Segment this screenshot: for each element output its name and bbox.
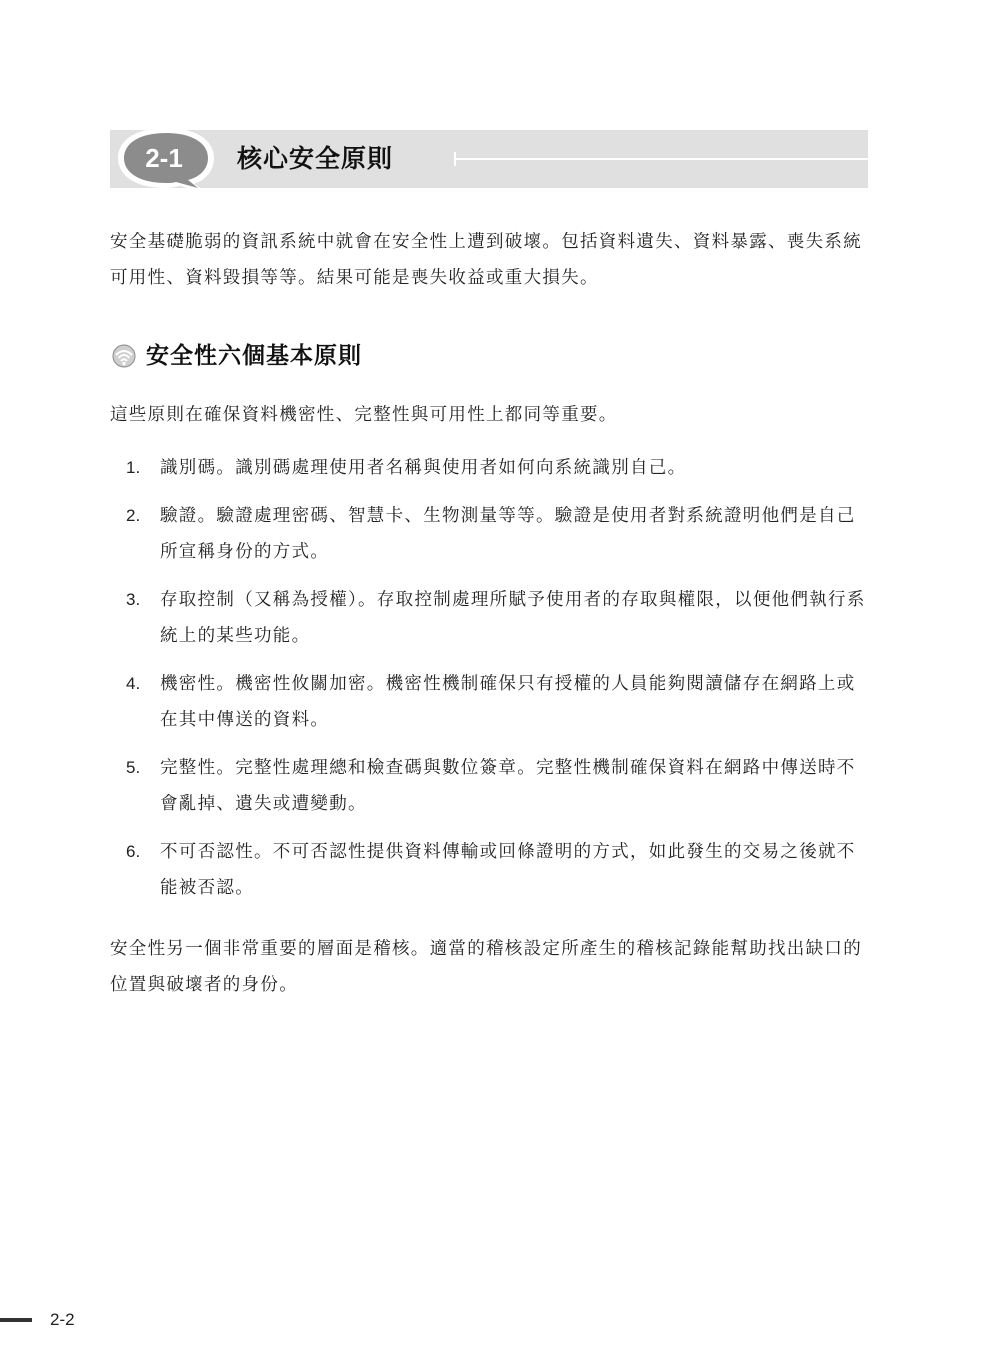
list-item — [110, 750, 872, 822]
list-item-number: 3. — [126, 590, 141, 609]
list-item — [110, 834, 872, 906]
intro-paragraph: 安全基礎脆弱的資訊系統中就會在安全性上遭到破壞。包括資料遺失、資料暴露、喪失系統可用性、資料毀損等等。結果可能是喪失收益或重大損失。 — [110, 232, 862, 288]
page-number: 2-2 — [50, 1310, 75, 1329]
list-item-number: 2. — [126, 506, 141, 525]
list-item-number: 1. — [126, 458, 141, 477]
list-item-text: 完整性。完整性處理總和檢查碼與數位簽章。完整性機制確保資料在網路中傳送時不會亂掉、遺失或遭變動。 — [160, 758, 856, 814]
section-number: 2-1 — [145, 143, 183, 173]
list-item — [110, 450, 872, 486]
list-item-text: 識別碼。識別碼處理使用者名稱與使用者如何向系統識別自己。 — [160, 458, 687, 478]
list-item-text: 驗證。驗證處理密碼、智慧卡、生物測量等等。驗證是使用者對系統證明他們是自己所宣稱身份的方式。 — [160, 506, 856, 562]
list-item — [110, 666, 872, 738]
section-title: 核心安全原則 — [237, 144, 394, 173]
closing-paragraph: 安全性另一個非常重要的層面是稽核。適當的稽核設定所產生的稽核記錄能幫助找出缺口的位置與破壞者的身份。 — [110, 939, 862, 995]
wifi-signal-icon — [112, 344, 136, 368]
footer-rule — [0, 1318, 32, 1322]
lead-paragraph: 這些原則在確保資料機密性、完整性與可用性上都同等重要。 — [110, 405, 618, 425]
list-item-text: 不可否認性。不可否認性提供資料傳輸或回條證明的方式，如此發生的交易之後就不能被否認。 — [160, 842, 856, 898]
list-item-text: 存取控制（又稱為授權）。存取控制處理所賦予使用者的存取與權限，以便他們執行系統上的某些功能。 — [160, 590, 866, 646]
section-header — [110, 130, 868, 188]
list-item-number: 4. — [126, 674, 141, 693]
title-rule — [456, 158, 868, 160]
list-item-text: 機密性。機密性攸關加密。機密性機制確保只有授權的人員能夠閱讀儲存在網路上或在其中傳送的資料。 — [160, 674, 856, 730]
principles-list — [110, 450, 872, 918]
list-item-number: 5. — [126, 758, 141, 777]
list-item — [110, 582, 872, 654]
list-item — [110, 498, 872, 570]
subheading-title: 安全性六個基本原則 — [146, 343, 362, 369]
list-item-number: 6. — [126, 842, 141, 861]
